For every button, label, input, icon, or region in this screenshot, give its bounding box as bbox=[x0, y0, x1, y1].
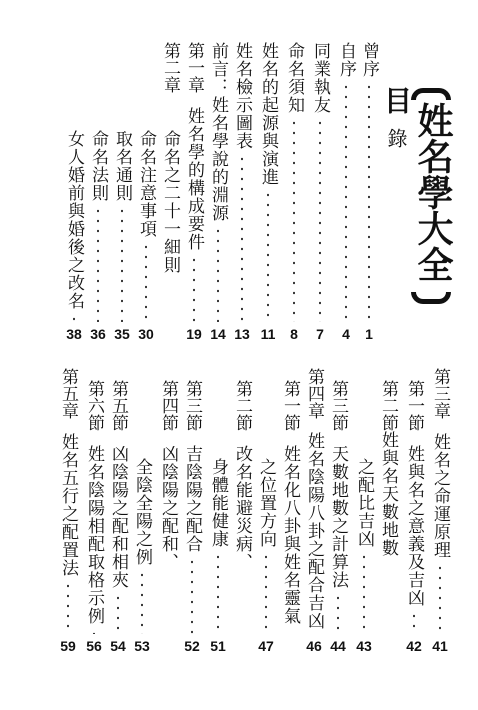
entry-page: 4 bbox=[342, 326, 350, 342]
entry-title: 凶陰陽之配和、 bbox=[158, 445, 178, 571]
entry-title: 天數地數之計算法 bbox=[328, 445, 348, 589]
toc-entry[interactable] bbox=[158, 130, 182, 274]
chapter-label: 第二章 bbox=[160, 42, 180, 93]
toc-entry[interactable] bbox=[278, 380, 302, 650]
toc-entry[interactable] bbox=[357, 42, 381, 342]
entry-page: 53 bbox=[134, 638, 150, 654]
leader-dots bbox=[97, 206, 99, 322]
entry-title: 命名之二十一細則 bbox=[160, 130, 180, 274]
chapter-label: 第一章 bbox=[184, 42, 204, 93]
entry-title: 姓與名天數地數 bbox=[378, 431, 398, 557]
entry-title: 自序 bbox=[336, 42, 356, 78]
entry-title: 前言：姓名學說的淵源 bbox=[208, 42, 228, 222]
entry-title: 姓名之命運原理 bbox=[430, 433, 450, 559]
entry-page: 8 bbox=[290, 326, 298, 342]
leader-dots bbox=[117, 593, 119, 634]
chapter-label: 第四節 bbox=[158, 380, 178, 431]
chapter-label: 第三節 bbox=[328, 380, 348, 431]
entry-page: 46 bbox=[306, 638, 322, 654]
toc-entry[interactable] bbox=[82, 380, 106, 654]
entry-page: 35 bbox=[114, 326, 130, 342]
toc-entry[interactable] bbox=[376, 380, 400, 557]
toc-entry[interactable] bbox=[56, 368, 80, 654]
leader-dots bbox=[319, 118, 321, 322]
entry-title: 同業執友 bbox=[310, 42, 330, 114]
leader-dots bbox=[145, 242, 147, 322]
toc-entry[interactable] bbox=[334, 42, 358, 342]
chapter-label: 第六節 bbox=[84, 380, 104, 431]
entry-page: 52 bbox=[184, 638, 200, 654]
toc-entry[interactable] bbox=[110, 130, 134, 342]
leader-dots bbox=[141, 570, 143, 634]
toc-entry[interactable] bbox=[256, 42, 280, 342]
entry-title: 之配比吉凶 bbox=[354, 458, 374, 548]
chapter-label: 第三節 bbox=[182, 380, 202, 431]
entry-page: 19 bbox=[186, 326, 202, 342]
toc-heading: 目 bbox=[380, 86, 413, 114]
chapter-label: 第一節 bbox=[404, 380, 424, 431]
entry-title: 凶陰陽之配和相夾 bbox=[108, 445, 128, 589]
toc-entry[interactable] bbox=[428, 368, 452, 654]
entry-title: 之位置方向 bbox=[256, 458, 276, 548]
toc-entry[interactable] bbox=[134, 130, 158, 342]
book-title-frame bbox=[405, 88, 459, 304]
toc-entry[interactable] bbox=[308, 42, 332, 342]
toc-heading-second-char: 錄 bbox=[384, 128, 408, 148]
entry-page: 11 bbox=[260, 326, 276, 342]
leader-dots bbox=[368, 82, 370, 322]
leader-dots bbox=[413, 611, 415, 634]
toc-entry[interactable] bbox=[302, 368, 326, 654]
entry-page: 54 bbox=[110, 638, 126, 654]
chapter-label: 第五章 bbox=[58, 368, 78, 419]
entry-page: 41 bbox=[432, 638, 448, 654]
entry-title: 姓名陰陽相配取格示例 bbox=[84, 445, 104, 625]
leader-dots bbox=[267, 190, 269, 322]
toc-entry[interactable] bbox=[282, 42, 306, 342]
leader-dots bbox=[337, 593, 339, 634]
toc-entry[interactable] bbox=[326, 380, 350, 654]
toc-entry[interactable] bbox=[86, 130, 110, 342]
toc-entry[interactable] bbox=[206, 458, 230, 654]
toc-entry[interactable] bbox=[182, 42, 206, 342]
leader-dots bbox=[217, 552, 219, 634]
leader-dots bbox=[363, 552, 365, 634]
entry-title: 吉陰陽之配合 bbox=[182, 445, 202, 553]
entry-title: 姓名五行之配置法 bbox=[58, 433, 78, 577]
entry-page: 51 bbox=[210, 638, 226, 654]
chapter-label: 第二節 bbox=[232, 380, 252, 431]
leader-dots bbox=[293, 118, 295, 322]
title-bracket-bottom bbox=[411, 292, 451, 304]
leader-dots bbox=[67, 581, 69, 634]
entry-title: 命名注意事項 bbox=[136, 130, 156, 238]
toc-entry[interactable] bbox=[352, 458, 376, 654]
entry-title: 姓名的起源與演進 bbox=[258, 42, 278, 186]
entry-page: 1 bbox=[365, 326, 373, 342]
entry-title: 姓名化八卦與姓名靈氣 bbox=[280, 445, 300, 625]
chapter-label: 第一節 bbox=[280, 380, 300, 431]
entry-title: 取名通則 bbox=[112, 130, 132, 202]
toc-entry[interactable] bbox=[62, 130, 86, 342]
toc-entry[interactable] bbox=[254, 458, 278, 654]
entry-page: 38 bbox=[66, 326, 82, 342]
leader-dots bbox=[191, 557, 193, 634]
entry-title: 姓名檢示圖表 bbox=[232, 42, 252, 150]
leader-dots bbox=[93, 629, 95, 634]
leader-dots bbox=[217, 226, 219, 322]
entry-title: 姓名陰陽八卦之配合吉凶 bbox=[304, 432, 324, 630]
entry-page: 7 bbox=[316, 326, 324, 342]
chapter-label: 第二節 bbox=[378, 380, 398, 431]
entry-page: 14 bbox=[210, 326, 226, 342]
entry-title: 全陰全陽之例 bbox=[132, 458, 152, 566]
leader-dots bbox=[193, 255, 195, 322]
toc-entry[interactable] bbox=[106, 380, 130, 654]
entry-page: 43 bbox=[356, 638, 372, 654]
leader-dots bbox=[121, 206, 123, 322]
toc-entry[interactable] bbox=[180, 380, 204, 654]
entry-page: 56 bbox=[86, 638, 102, 654]
entry-page: 42 bbox=[406, 638, 422, 654]
entry-title: 命名法則 bbox=[88, 130, 108, 202]
entry-title: 命名須知 bbox=[284, 42, 304, 114]
leader-dots bbox=[241, 154, 243, 322]
title-bracket-top bbox=[411, 88, 451, 100]
toc-entry[interactable] bbox=[230, 380, 254, 630]
leader-dots bbox=[265, 552, 267, 634]
entry-page: 47 bbox=[258, 638, 274, 654]
toc-entry[interactable] bbox=[402, 380, 426, 654]
toc-entry[interactable] bbox=[230, 42, 254, 342]
entry-page: 59 bbox=[60, 638, 76, 654]
entry-title: 女人婚前與婚後之改名 bbox=[64, 130, 84, 310]
entry-page: 13 bbox=[234, 326, 250, 342]
toc-entry[interactable] bbox=[206, 42, 230, 342]
entry-title: 身體能健康 bbox=[208, 458, 228, 548]
entry-page: 44 bbox=[330, 638, 346, 654]
entry-page: 36 bbox=[90, 326, 106, 342]
toc-entry[interactable] bbox=[156, 380, 180, 630]
toc-entry[interactable] bbox=[130, 458, 154, 654]
entry-title: 姓與名之意義及吉凶 bbox=[404, 445, 424, 607]
chapter-label: 第三章 bbox=[430, 368, 450, 419]
entry-title: 姓名學的構成要件 bbox=[184, 107, 204, 251]
entry-page: 30 bbox=[138, 326, 154, 342]
entry-title: 改名能避災病、 bbox=[232, 445, 252, 571]
leader-dots bbox=[439, 563, 441, 634]
leader-dots bbox=[73, 314, 75, 322]
leader-dots bbox=[345, 82, 347, 322]
book-title: 姓名學大全 bbox=[412, 102, 453, 282]
entry-title: 曾序 bbox=[359, 42, 379, 78]
chapter-label: 第五節 bbox=[108, 380, 128, 431]
chapter-label: 第四章 bbox=[304, 368, 324, 419]
